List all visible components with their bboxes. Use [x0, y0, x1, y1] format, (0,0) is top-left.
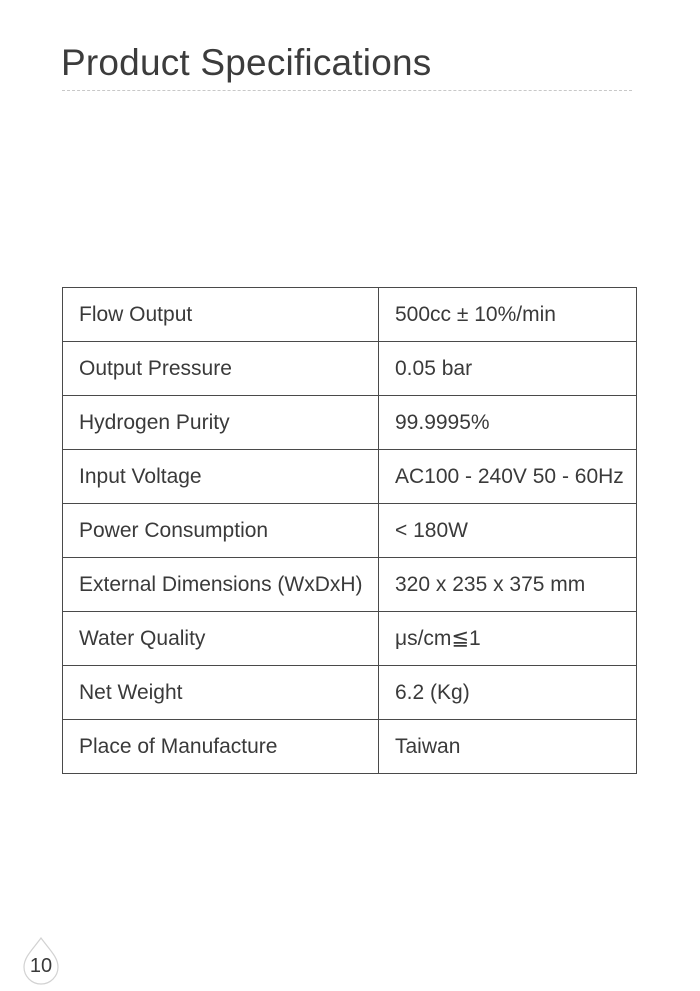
page-title: Product Specifications	[61, 42, 432, 83]
spec-value: 99.9995%	[379, 396, 637, 450]
spec-value: AC100 - 240V 50 - 60Hz	[379, 450, 637, 504]
spec-value: 320 x 235 x 375 mm	[379, 558, 637, 612]
table-row	[63, 558, 637, 612]
table-row	[63, 666, 637, 720]
title-divider	[62, 90, 632, 91]
spec-value: 0.05 bar	[379, 342, 637, 396]
spec-label: External Dimensions (WxDxH)	[63, 558, 379, 612]
table-row	[63, 720, 637, 774]
spec-value: 500cc ± 10%/min	[379, 288, 637, 342]
table-row	[63, 612, 637, 666]
spec-label: Net Weight	[63, 666, 379, 720]
spec-label: Place of Manufacture	[63, 720, 379, 774]
table-row	[63, 504, 637, 558]
page-number: 10	[29, 955, 53, 977]
specifications-table	[62, 287, 637, 774]
spec-value: μs/cm≦1	[379, 612, 637, 666]
spec-value: 6.2 (Kg)	[379, 666, 637, 720]
table-row	[63, 342, 637, 396]
spec-label: Hydrogen Purity	[63, 396, 379, 450]
spec-value: Taiwan	[379, 720, 637, 774]
page-number-badge	[22, 937, 60, 985]
spec-label: Power Consumption	[63, 504, 379, 558]
table-row	[63, 288, 637, 342]
spec-value: < 180W	[379, 504, 637, 558]
spec-label: Water Quality	[63, 612, 379, 666]
table-row	[63, 396, 637, 450]
spec-label: Output Pressure	[63, 342, 379, 396]
table-row	[63, 450, 637, 504]
spec-label: Input Voltage	[63, 450, 379, 504]
spec-label: Flow Output	[63, 288, 379, 342]
